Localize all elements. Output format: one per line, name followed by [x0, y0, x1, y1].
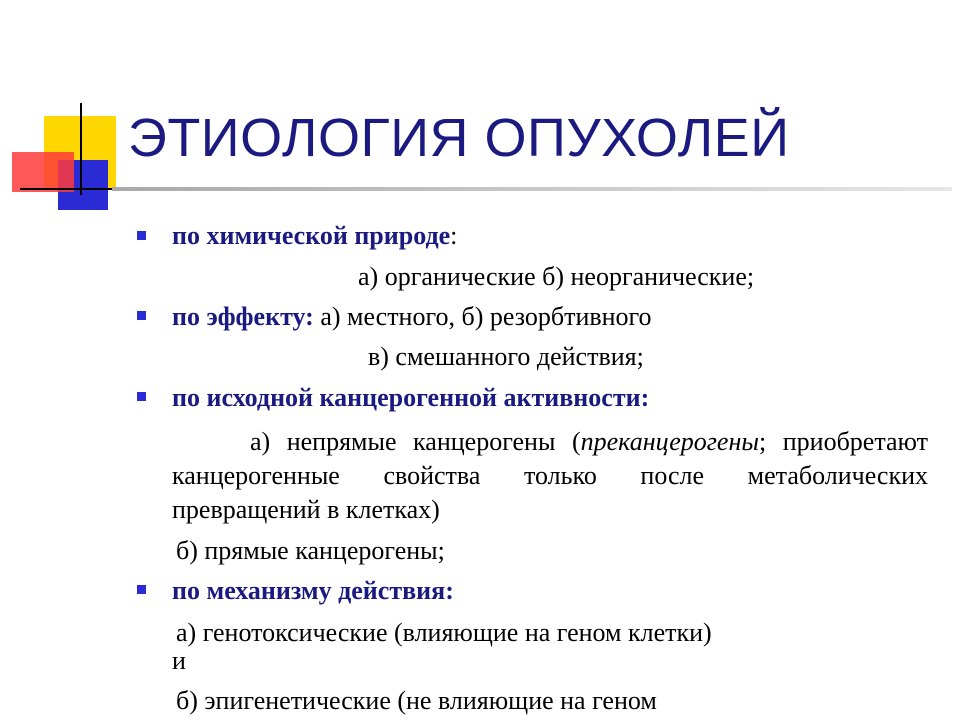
title-underline	[112, 187, 952, 191]
paragraph-text: а) непрямые канцерогены (	[250, 427, 581, 456]
item-paragraph	[172, 425, 928, 527]
item-chemical-nature	[172, 221, 457, 251]
item-text: а) местного, б) резорбтивного	[313, 302, 652, 331]
item-sub-line: б) прямые канцерогены;	[176, 536, 445, 565]
item-sub-line: а) генотоксические (влияющие на геном клетки)	[176, 618, 712, 647]
decor-red-square	[12, 152, 74, 192]
decor-vertical-line	[80, 103, 82, 195]
bullet-icon	[137, 311, 146, 320]
bullet-icon	[137, 585, 146, 594]
item-activity	[172, 383, 649, 413]
item-heading: по химической природе	[172, 221, 451, 250]
item-sub-line: в) смешанного действия;	[368, 342, 644, 371]
slide-title: ЭТИОЛОГИЯ ОПУХОЛЕЙ	[128, 108, 790, 168]
item-heading: по механизму действия:	[172, 576, 454, 605]
paragraph-italic-term: преканцерогены	[580, 427, 759, 456]
item-mechanism	[172, 576, 454, 606]
item-heading: по эффекту:	[172, 302, 314, 331]
item-effect	[172, 302, 652, 332]
paragraph-text: ; приобретают канцерогенные свойства только после метаболических превращений в клетках)	[172, 427, 928, 524]
bullet-icon	[137, 231, 146, 240]
item-sub-line: и	[172, 646, 186, 675]
item-colon: :	[450, 221, 458, 250]
item-heading: по исходной канцерогенной активности:	[172, 383, 650, 412]
item-sub-line: а) органические б) неорганические;	[358, 262, 755, 291]
bullet-icon	[137, 392, 146, 401]
item-sub-line: б) эпигенетические (не влияющие на геном	[176, 686, 657, 715]
